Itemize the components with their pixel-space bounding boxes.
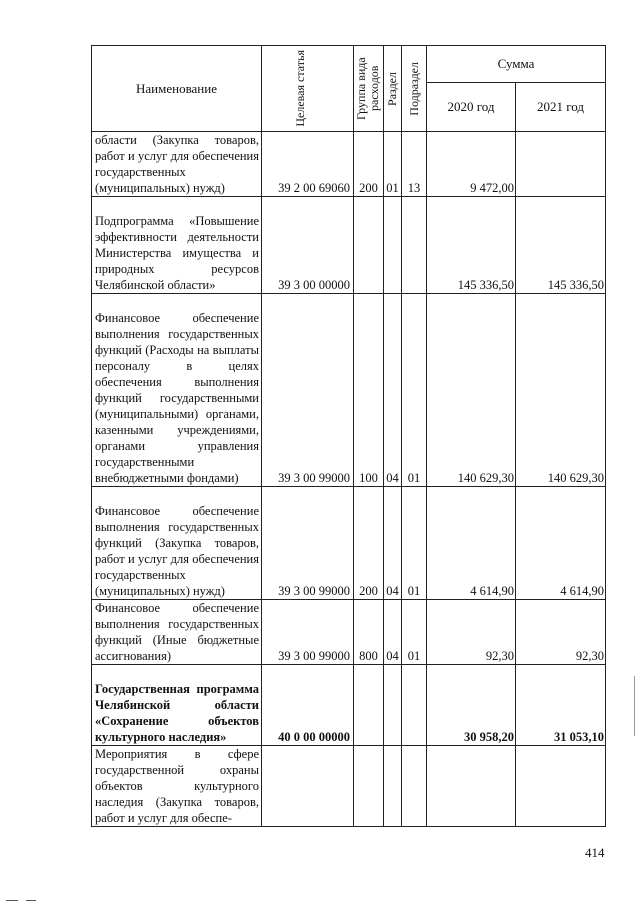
row-code: 39 3 00 99000 [262,600,354,665]
row-sum-2020: 140 629,30 [427,294,516,487]
row-group [354,746,384,827]
row-code: 39 3 00 99000 [262,487,354,600]
row-sum-2020: 4 614,90 [427,487,516,600]
row-group: 200 [354,132,384,197]
header-target-article: Целевая статья [262,46,354,132]
scan-dash-mark [26,900,36,901]
table-row [92,487,606,600]
row-sum-2021: 31 053,10 [516,665,606,746]
row-name: Подпрограмма «Повышение эффективности деятельности Министерства имущества и природных ресурсов Челябинской области» [92,197,262,294]
row-subsection: 01 [402,487,427,600]
header-year-2021: 2021 год [516,83,606,132]
row-subsection [402,665,427,746]
table-row [92,132,606,197]
row-group [354,197,384,294]
row-name: Мероприятия в сфере государственной охраны объектов культурного наследия (Закупка товаров, работ и услуг для обеспе- [92,746,262,827]
scan-edge-mark [634,676,635,736]
row-group: 200 [354,487,384,600]
row-name: Финансовое обеспечение выполнения государственных функций (Иные бюджетные ассигнования) [92,600,262,665]
header-year-2020: 2020 год [427,83,516,132]
page-number: 414 [585,845,605,860]
row-name: Финансовое обеспечение выполнения государственных функций (Закупка товаров, работ и услуг для обеспечения государственных (муниципальных) нужд) [92,487,262,600]
table-row [92,197,606,294]
row-code: 39 2 00 69060 [262,132,354,197]
row-sum-2021 [516,746,606,827]
row-code: 39 3 00 99000 [262,294,354,487]
table-row [92,746,606,827]
row-group [354,665,384,746]
header-name: Наименование [92,46,262,132]
header-subsection: Подраздел [402,46,427,132]
table-row [92,665,606,746]
row-sum-2021: 145 336,50 [516,197,606,294]
row-section: 01 [384,132,402,197]
row-sum-2020: 30 958,20 [427,665,516,746]
row-sum-2021: 140 629,30 [516,294,606,487]
row-subsection [402,746,427,827]
row-section [384,197,402,294]
header-section: Раздел [384,46,402,132]
row-code: 39 3 00 00000 [262,197,354,294]
row-name: области (Закупка товаров, работ и услуг для обеспечения государственных (муниципальных) нужд) [92,132,262,197]
row-sum-2021: 4 614,90 [516,487,606,600]
header-expense-group: Группа вида расходов [354,46,384,132]
table-row [92,600,606,665]
row-sum-2020: 145 336,50 [427,197,516,294]
row-code: 40 0 00 00000 [262,665,354,746]
row-sum-2020 [427,746,516,827]
row-subsection: 01 [402,600,427,665]
row-section: 04 [384,600,402,665]
row-group: 800 [354,600,384,665]
row-sum-2020: 92,30 [427,600,516,665]
header-sum: Сумма [427,46,606,83]
row-section [384,746,402,827]
row-sum-2020: 9 472,00 [427,132,516,197]
table-row [92,294,606,487]
scan-dash-mark [6,900,18,901]
budget-table [91,45,606,827]
row-name: Финансовое обеспечение выполнения государственных функций (Расходы на выплаты персоналу в целях обеспечения выполнения функций государственными (муниципальными) органами, казенными учреждениями, органами управления государственными внебюджетными фондами) [92,294,262,487]
row-subsection: 13 [402,132,427,197]
row-code [262,746,354,827]
row-section [384,665,402,746]
row-subsection: 01 [402,294,427,487]
row-group: 100 [354,294,384,487]
row-section: 04 [384,487,402,600]
row-subsection [402,197,427,294]
row-section: 04 [384,294,402,487]
row-sum-2021: 92,30 [516,600,606,665]
row-name: Государственная программа Челябинской области «Сохранение объектов культурного наследия» [92,665,262,746]
row-sum-2021 [516,132,606,197]
